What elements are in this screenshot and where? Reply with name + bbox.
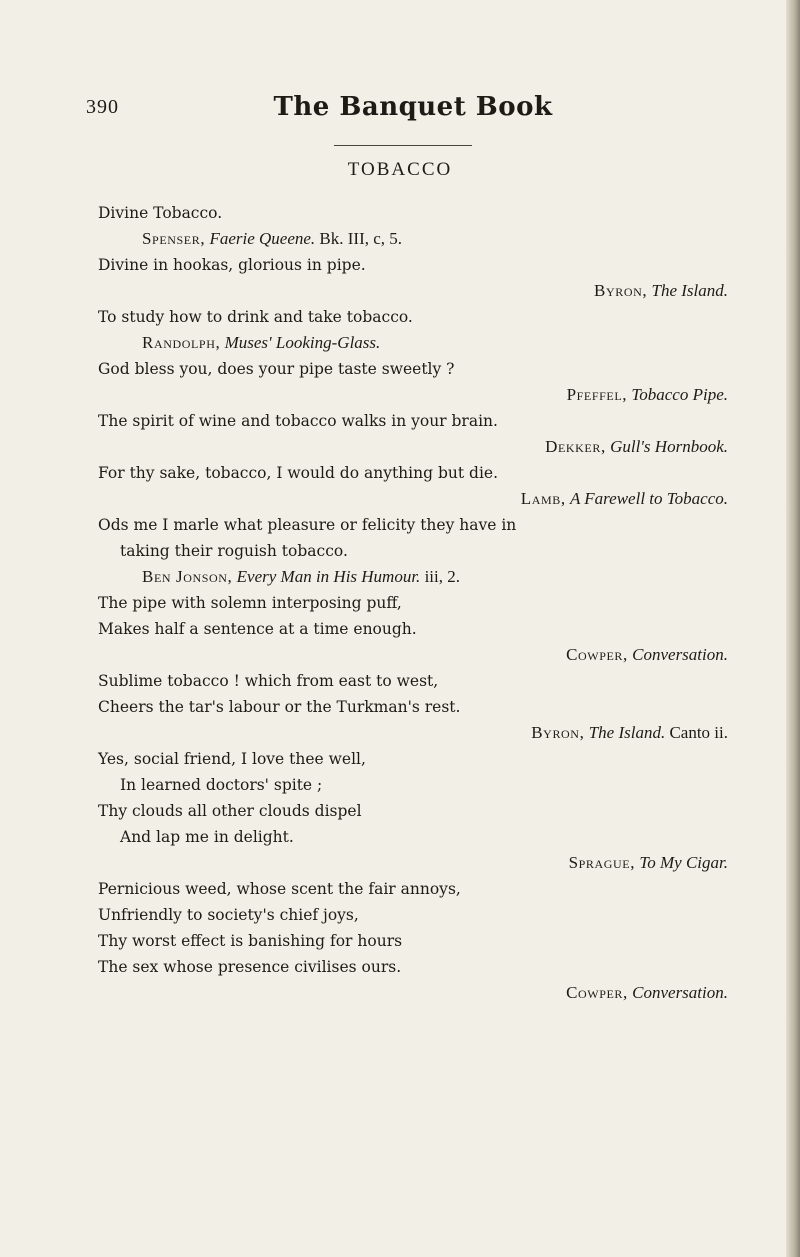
author-name: Dekker, <box>545 437 606 456</box>
quote-line: For thy sake, tobacco, I would do anything but die. <box>98 464 498 482</box>
quote-line: Unfriendly to society's chief joys, <box>98 906 359 924</box>
author-name: Cowper, <box>566 983 628 1002</box>
quote <box>98 200 740 252</box>
attribution <box>98 330 740 356</box>
author-name: Spenser, <box>142 229 206 248</box>
quote-line: God bless you, does your pipe taste sweetly ? <box>98 360 455 378</box>
quote <box>98 304 740 356</box>
quote-line: In learned doctors' spite ; <box>120 776 323 794</box>
author-name: Byron, <box>531 723 585 742</box>
quote <box>98 460 740 512</box>
quote <box>98 512 740 590</box>
quote-line: Cheers the tar's labour or the Turkman's rest. <box>98 698 461 716</box>
quote <box>98 590 740 668</box>
quotes-list <box>98 200 740 1006</box>
work-reference: iii, 2. <box>424 567 460 586</box>
quote-line: Ods me I marle what pleasure or felicity they have in <box>98 516 517 534</box>
work-title: Tobacco Pipe. <box>631 385 728 404</box>
author-name: Byron, <box>594 281 648 300</box>
attribution <box>98 720 740 746</box>
quote-line: To study how to drink and take tobacco. <box>98 308 413 326</box>
quote-line: The spirit of wine and tobacco walks in your brain. <box>98 412 498 430</box>
attribution <box>98 226 740 252</box>
author-name: Sprague, <box>568 853 636 872</box>
author-name: Cowper, <box>566 645 628 664</box>
work-title: To My Cigar. <box>639 853 728 872</box>
attribution <box>98 850 740 876</box>
author-name: Pfeffel, <box>566 385 628 404</box>
quote <box>98 252 740 304</box>
work-reference: Canto ii. <box>669 723 728 742</box>
book-title: The Banquet Book <box>273 92 553 122</box>
author-name: Ben Jonson, <box>142 567 233 586</box>
attribution <box>98 564 740 590</box>
attribution <box>98 642 740 668</box>
quote-line: Sublime tobacco ! which from east to west, <box>98 672 439 690</box>
quote-line: Thy clouds all other clouds dispel <box>98 802 362 820</box>
attribution <box>98 278 740 304</box>
quote <box>98 408 740 460</box>
quote-line: The sex whose presence civilises ours. <box>98 958 402 976</box>
work-title: Muses' Looking-Glass. <box>224 333 381 352</box>
quote-line: Yes, social friend, I love thee well, <box>98 750 366 768</box>
quote <box>98 668 740 746</box>
quote-line: Divine Tobacco. <box>98 204 223 222</box>
work-title: The Island. <box>588 723 666 742</box>
work-title: Faerie Queene. <box>209 229 316 248</box>
page-edge <box>786 0 800 1257</box>
page-number: 390 <box>86 96 119 118</box>
quote-line: And lap me in delight. <box>120 828 294 846</box>
work-title: Gull's Hornbook. <box>610 437 728 456</box>
running-head <box>86 92 686 130</box>
attribution <box>98 382 740 408</box>
work-title: Every Man in His Humour. <box>236 567 421 586</box>
work-title: Conversation. <box>632 983 728 1002</box>
quote <box>98 876 740 1006</box>
quote-line: The pipe with solemn interposing puff, <box>98 594 402 612</box>
quote <box>98 356 740 408</box>
work-title: The Island. <box>651 281 728 300</box>
author-name: Randolph, <box>142 333 221 352</box>
quote <box>98 746 740 876</box>
attribution <box>98 434 740 460</box>
work-reference: Bk. III, c, 5. <box>319 229 403 248</box>
section-title: TOBACCO <box>347 159 453 180</box>
quote-line: Makes half a sentence at a time enough. <box>98 620 417 638</box>
work-title: A Farewell to Tobacco. <box>569 489 728 508</box>
divider-rule <box>334 145 472 146</box>
attribution <box>98 486 740 512</box>
work-title: Conversation. <box>632 645 728 664</box>
quote-line: taking their roguish tobacco. <box>120 542 348 560</box>
attribution <box>98 980 740 1006</box>
quote-line: Pernicious weed, whose scent the fair annoys, <box>98 880 461 898</box>
author-name: Lamb, <box>520 489 566 508</box>
quote-line: Thy worst effect is banishing for hours <box>98 932 403 950</box>
quote-line: Divine in hookas, glorious in pipe. <box>98 256 366 274</box>
